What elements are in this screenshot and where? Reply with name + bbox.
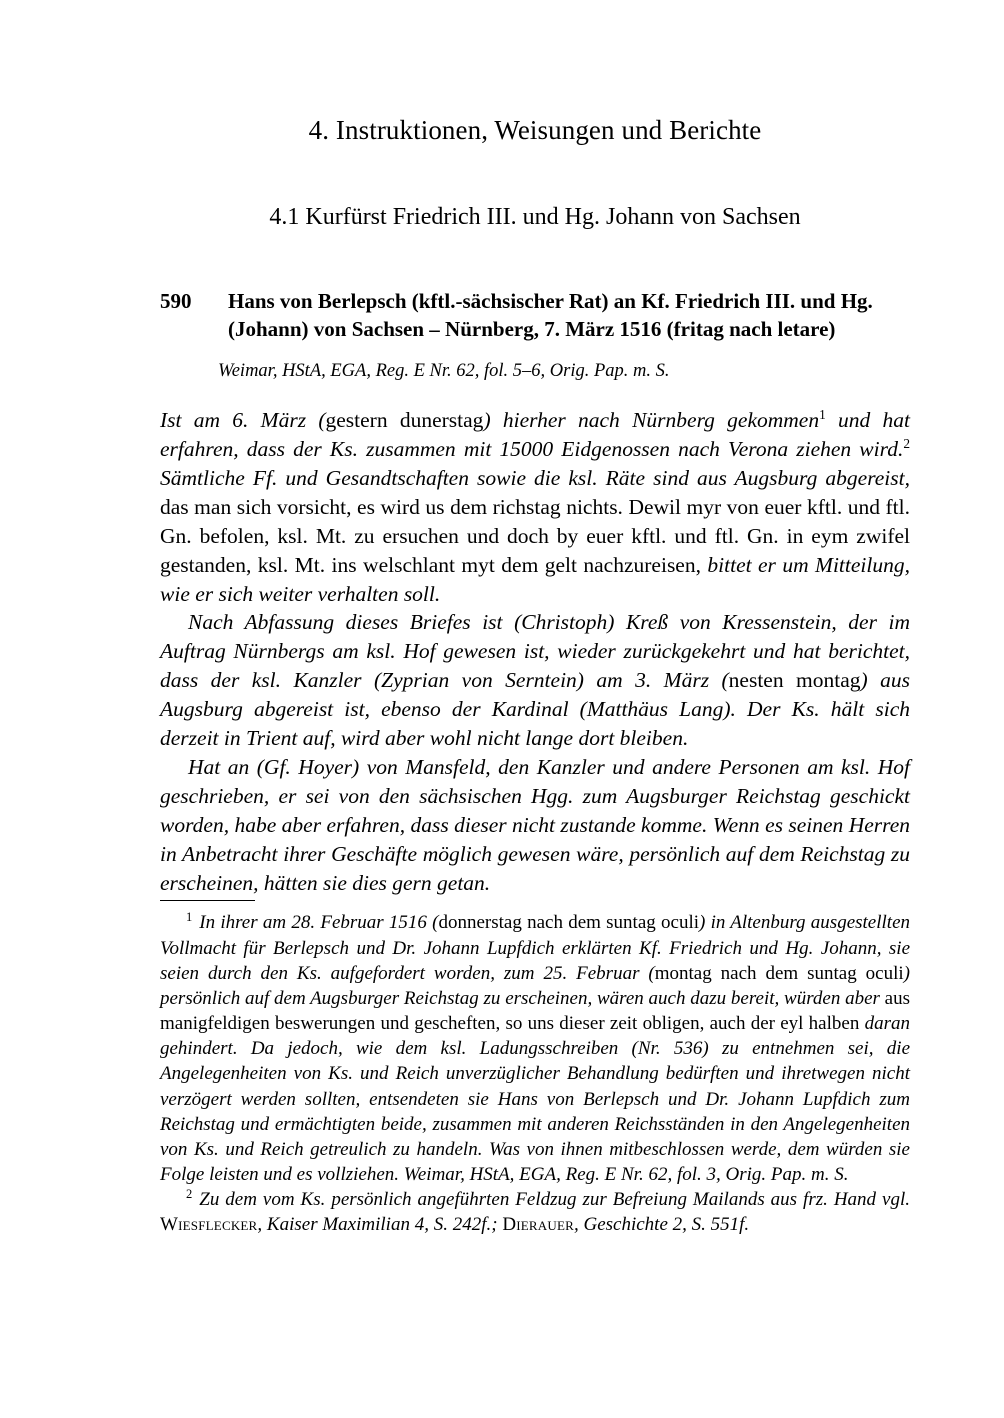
p1-segment-roman-2: das man sich vorsicht, es wird us dem richstag nichts. Dewil myr von euer kftl. und ftl. Gn. befolen, ksl. Mt. zu ersuchen und doch by euer kftl. und ftl. Gn. in eym zwifel gestanden, ksl. Mt. ins welschlant myt dem gelt nachzureisen, [160,494,910,577]
fn1-segment-italic-4: daran gehindert. Da jedoch, wie dem ksl. Ladungsschreiben (Nr. 536) zu entnehmen sei, die Angelegenheiten von Ks. und Reich unverzüglicher Behandlung bedürften und ihretwegen nicht verzögert werden sollten, entsendeten sie Hans von Berlepsch und Dr. Johann Lupfdich zum Reichstag und ermächtigten beide, zusammen mit anderen Reichsständen in den Angelegenheiten von Ks. und Reich getreulich zu handeln. Was von ihnen mitbeschlossen werde, dem würden sie Folge leisten und es vollziehen. Weimar, HStA, EGA, Reg. E Nr. 62, fol. 3, Orig. Pap. m. S. [160,1013,910,1186]
p1-segment-italic-2: ) hierher nach Nürnberg gekommen [483,408,820,433]
entry-heading [160,288,910,344]
document-body [160,406,910,897]
body-paragraph-3 [160,753,910,898]
p2-segment-italic-2: ) aus Augsburg abgereist ist, ebenso der Kardinal (Matthäus Lang). Der Ks. hält sich derzeit in Trient auf, wird aber wohl nicht lange dort bleiben. [160,668,910,751]
section-heading: 4.1 Kurfürst Friedrich III. und Hg. Johann von Sachsen [269,204,801,231]
fn2-segment-italic-2: , Kaiser Maximilian 4, S. 242f.; [257,1214,503,1236]
fn2-author-dierauer: Dierauer [502,1214,574,1236]
footnotes-section [160,900,910,1238]
entry-title-line2: (Johann) von Sachsen – Nürnberg, 7. März 1516 (fritag nach letare) [228,317,836,342]
page-content [160,0,910,897]
fn2-segment-italic-3: , Geschichte 2, S. 551f. [573,1214,750,1236]
entry-title-line1: Hans von Berlepsch (kftl.-sächsischer Rat) an Kf. Friedrich III. und Hg. [228,289,873,314]
footnote-1 [160,910,910,1187]
entry-source-reference: Weimar, HStA, EGA, Reg. E Nr. 62, fol. 5–6, Orig. Pap. m. S. [218,361,670,382]
p2-segment-italic-1: Nach Abfassung dieses Briefes ist (Christoph) Kreß von Kressenstein, der im Auftrag Nürnbergs am ksl. Hof gewesen ist, wieder zurückgekehrt und hat berichtet, dass der ksl. Kanzler (Zyprian von Serntein) am 3. März ( [160,610,910,693]
fn1-segment-roman-2: montag nach dem suntag oculi [654,962,904,984]
fn1-segment-italic-2: ) in Altenburg ausgestellten Vollmacht für Berlepsch und Dr. Johann Lupfdich erklärten Kf. Friedrich und Hg. Johann, sie seien durch den Ks. aufgefordert worden, zum 25. Februar ( [160,912,910,984]
fn1-segment-italic-3: ) persönlich auf dem Augsburger Reichstag zu erscheinen, wären auch dazu bereit, würden aber [160,962,910,1009]
body-paragraph-2 [160,608,910,753]
footnote-2-marker: 2 [186,1186,193,1201]
footnote-ref-1[interactable]: 1 [819,406,826,422]
body-paragraph-1 [160,406,910,608]
fn2-author-wiesflecker: Wiesflecker [160,1214,258,1236]
fn2-segment-italic-1: Zu dem vom Ks. persönlich angeführten Feldzug zur Befreiung Mailands aus frz. Hand vgl. [199,1189,910,1211]
p1-segment-italic-4: Sämtliche Ff. und Gesandtschaften sowie die ksl. Räte sind aus Augsburg abgereist, [160,465,910,490]
fn1-segment-roman-1: donnerstag nach dem suntag oculi [438,912,700,934]
fn1-segment-italic-1: In ihrer am 28. Februar 1516 ( [199,912,439,934]
p2-segment-roman-1: nesten montag [728,668,861,693]
fn1-segment-roman-3: aus manigfeldigen beswerungen und gescheften, so uns dieser zeit obligen, auch der eyl halben [160,987,910,1035]
entry-number: 590 [160,289,192,314]
p3-segment-italic-1: Hat an (Gf. Hoyer) von Mansfeld, den Kanzler und andere Personen am ksl. Hof geschrieben, er sei von den sächsischen Hgg. zum Augsburger Reichstag geschickt worden, habe aber erfahren, dass dieser nicht zustande komme. Wenn es seinen Herren in Anbetracht ihrer Geschäfte möglich gewesen wäre, persönlich auf dem Reichstag zu erscheinen, hätten sie dies gern getan. [160,754,910,895]
footnote-separator-rule [160,900,255,901]
p1-segment-italic-3: und hat erfahren, dass der Ks. zusammen mit 15000 Eidgenossen nach Verona ziehen wird. [160,408,911,461]
p1-segment-italic-5: bittet er um Mitteilung, wie er sich weiter verhalten soll. [160,552,910,606]
chapter-heading: 4. Instruktionen, Weisungen und Berichte [308,115,762,145]
p1-segment-roman-1: gestern dunerstag [325,408,484,433]
footnote-2 [160,1187,910,1237]
footnote-ref-2[interactable]: 2 [903,435,910,451]
p1-segment-italic-1: Ist am 6. März ( [160,408,326,433]
footnote-1-marker: 1 [186,910,193,925]
